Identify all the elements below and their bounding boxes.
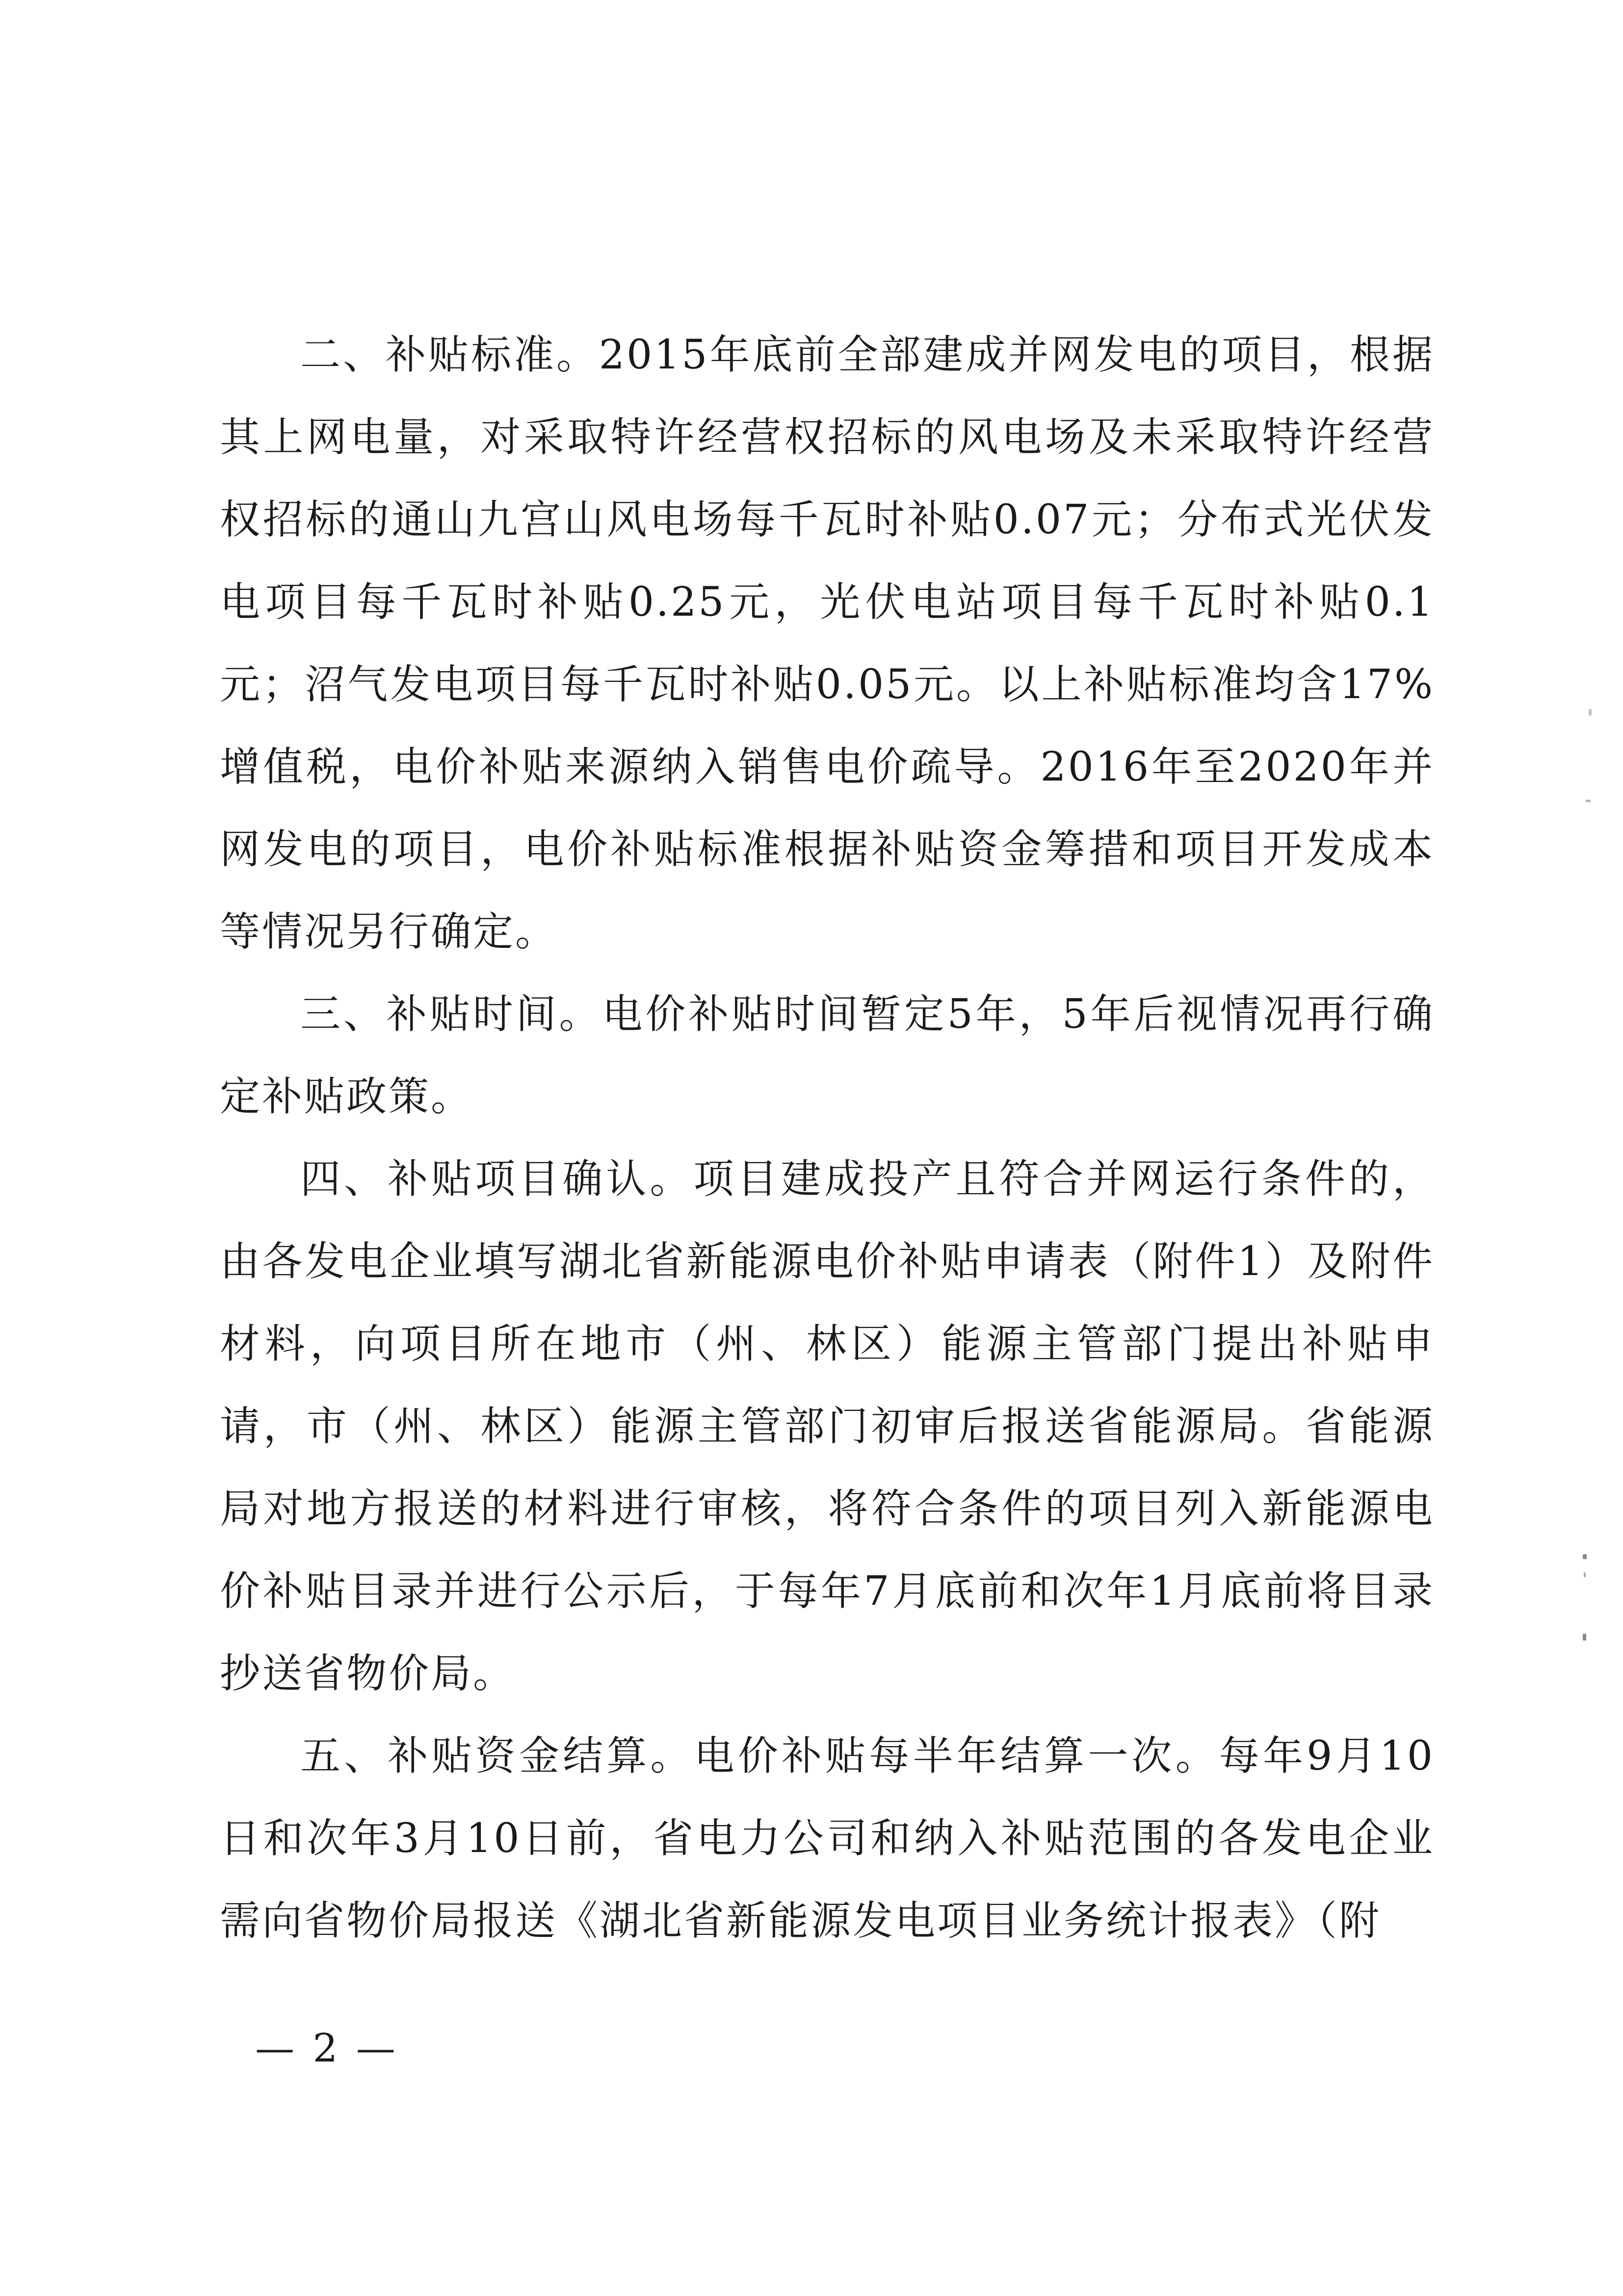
page-number: — 2 — [255,2025,398,2071]
paragraph-subsidy-standard: 二、补贴标准。2015年底前全部建成并网发电的项目，根据其上网电量，对采取特许经营权招标的风电场及未采取特许经营权招标的通山九宫山风电场每千瓦时补贴0.07元；分布式光伏发电项目每千瓦时补贴0.25元，光伏电站项目每千瓦时补贴0.1元；沼气发电项目每千瓦时补贴0.05元。以上补贴标准均含17%增值税，电价补贴来源纳入销售电价疏导。2016年至2020年并网发电的项目，电价补贴标准根据补贴资金筹措和项目开发成本等情况另行确定。 [220,332,1435,955]
scan-mark [1589,709,1592,716]
scan-mark [1583,1554,1587,1559]
paragraph-fund-settlement: 五、补贴资金结算。电价补贴每半年结算一次。每年9月10日和次年3月10日前，省电力公司和纳入补贴范围的各发电企业需向省物价局报送《湖北省新能源发电项目业务统计报表》（附 [220,1733,1435,1944]
scan-mark [1586,800,1591,802]
paragraph-project-confirmation: 四、补贴项目确认。项目建成投产且符合并网运行条件的，由各发电企业填写湖北省新能源电价补贴申请表（附件1）及附件材料，向项目所在地市（州、林区）能源主管部门提出补贴申请，市（州、林区）能源主管部门初审后报送省能源局。省能源局对地方报送的材料进行审核，将符合条件的项目列入新能源电价补贴目录并进行公示后，于每年7月底前和次年1月底前将目录抄送省物价局。 [220,1156,1435,1697]
scan-mark [1584,1572,1586,1577]
document-body [220,314,1435,1962]
paragraph-subsidy-period: 三、补贴时间。电价补贴时间暂定5年，5年后视情况再行确定补贴政策。 [220,991,1435,1120]
scan-mark [1583,1634,1586,1641]
